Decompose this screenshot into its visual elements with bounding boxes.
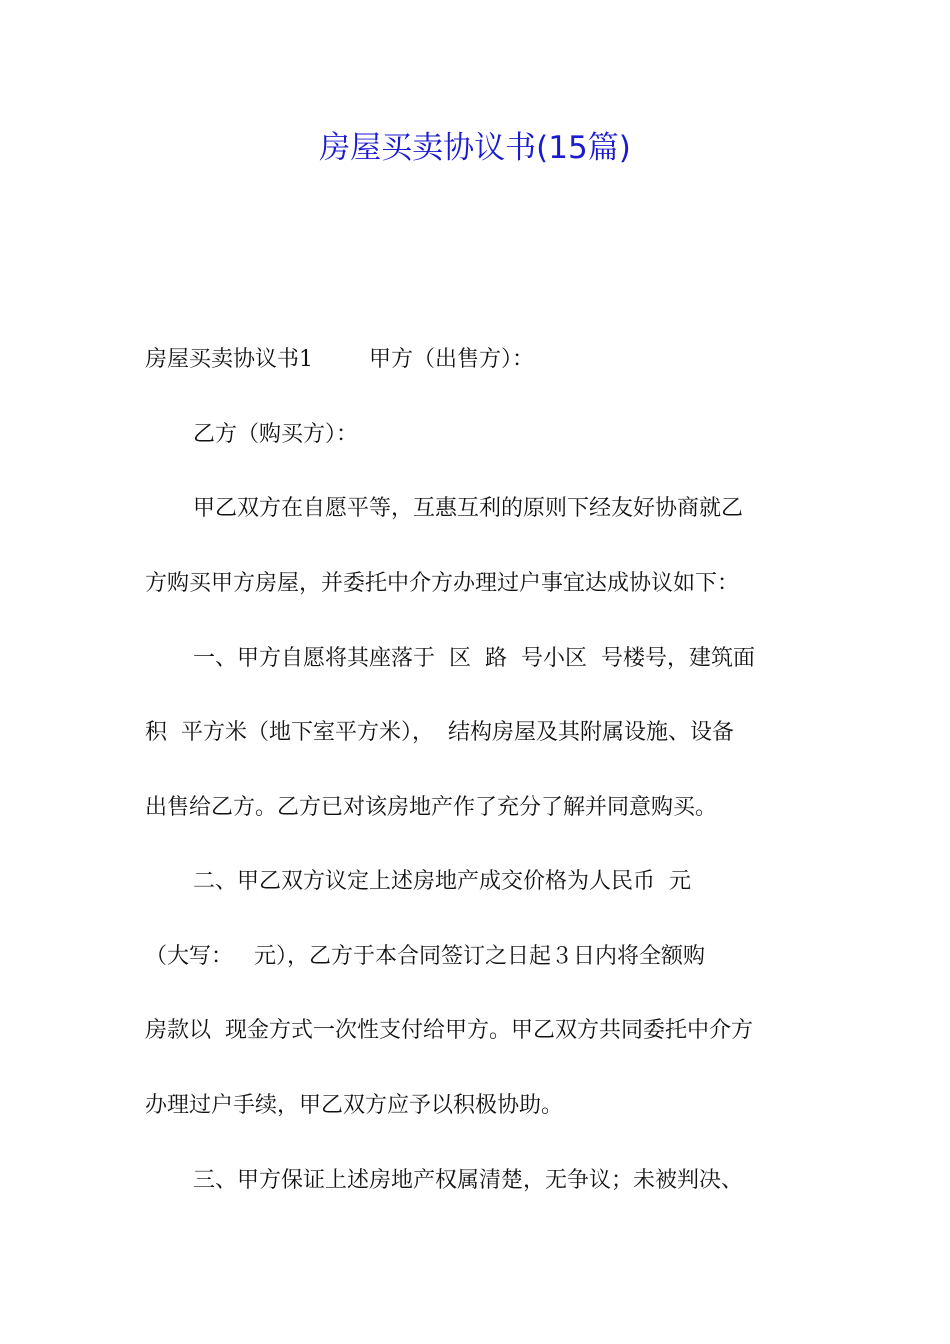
paragraph-line-3: 甲乙双方在自愿平等，互惠互利的原则下经友好协商就乙 [193, 496, 744, 521]
clause-2-line-3: 房款以 现金方式一次性支付给甲方。甲乙双方共同委托中介方 [145, 1018, 753, 1043]
party-a-label: 甲方（出售方）： [369, 347, 535, 372]
clause-1-line-1: 一、甲方自愿将其座落于 区 路 号小区 号楼号，建筑面 [193, 646, 755, 671]
clause-3-line-1: 三、甲方保证上述房地产权属清楚，无争议；未被判决、 [193, 1168, 744, 1193]
clause-1-line-2: 积 平方米（地下室平方米）， 结构房屋及其附属设施、设备 [145, 720, 734, 745]
clause-2-line-2: （大写： 元），乙方于本合同签订之日起３日内将全额购 [145, 944, 705, 969]
paragraph-line-4: 方购买甲方房屋，并委托中介方办理过户事宜达成协议如下： [145, 571, 740, 596]
clause-2-line-1: 二、甲乙双方议定上述房地产成交价格为人民币 元 [193, 869, 691, 894]
clause-1-line-3: 出售给乙方。乙方已对该房地产作了充分了解并同意购买。 [145, 795, 718, 820]
document-title: 房屋买卖协议书(15篇) [319, 130, 631, 166]
section-heading: 房屋买卖协议书1 [145, 347, 313, 372]
party-b-label: 乙方（购买方）： [193, 422, 359, 447]
clause-2-line-4: 办理过户手续，甲乙双方应予以积极协助。 [145, 1093, 564, 1118]
paragraph-line-1 [145, 345, 534, 375]
